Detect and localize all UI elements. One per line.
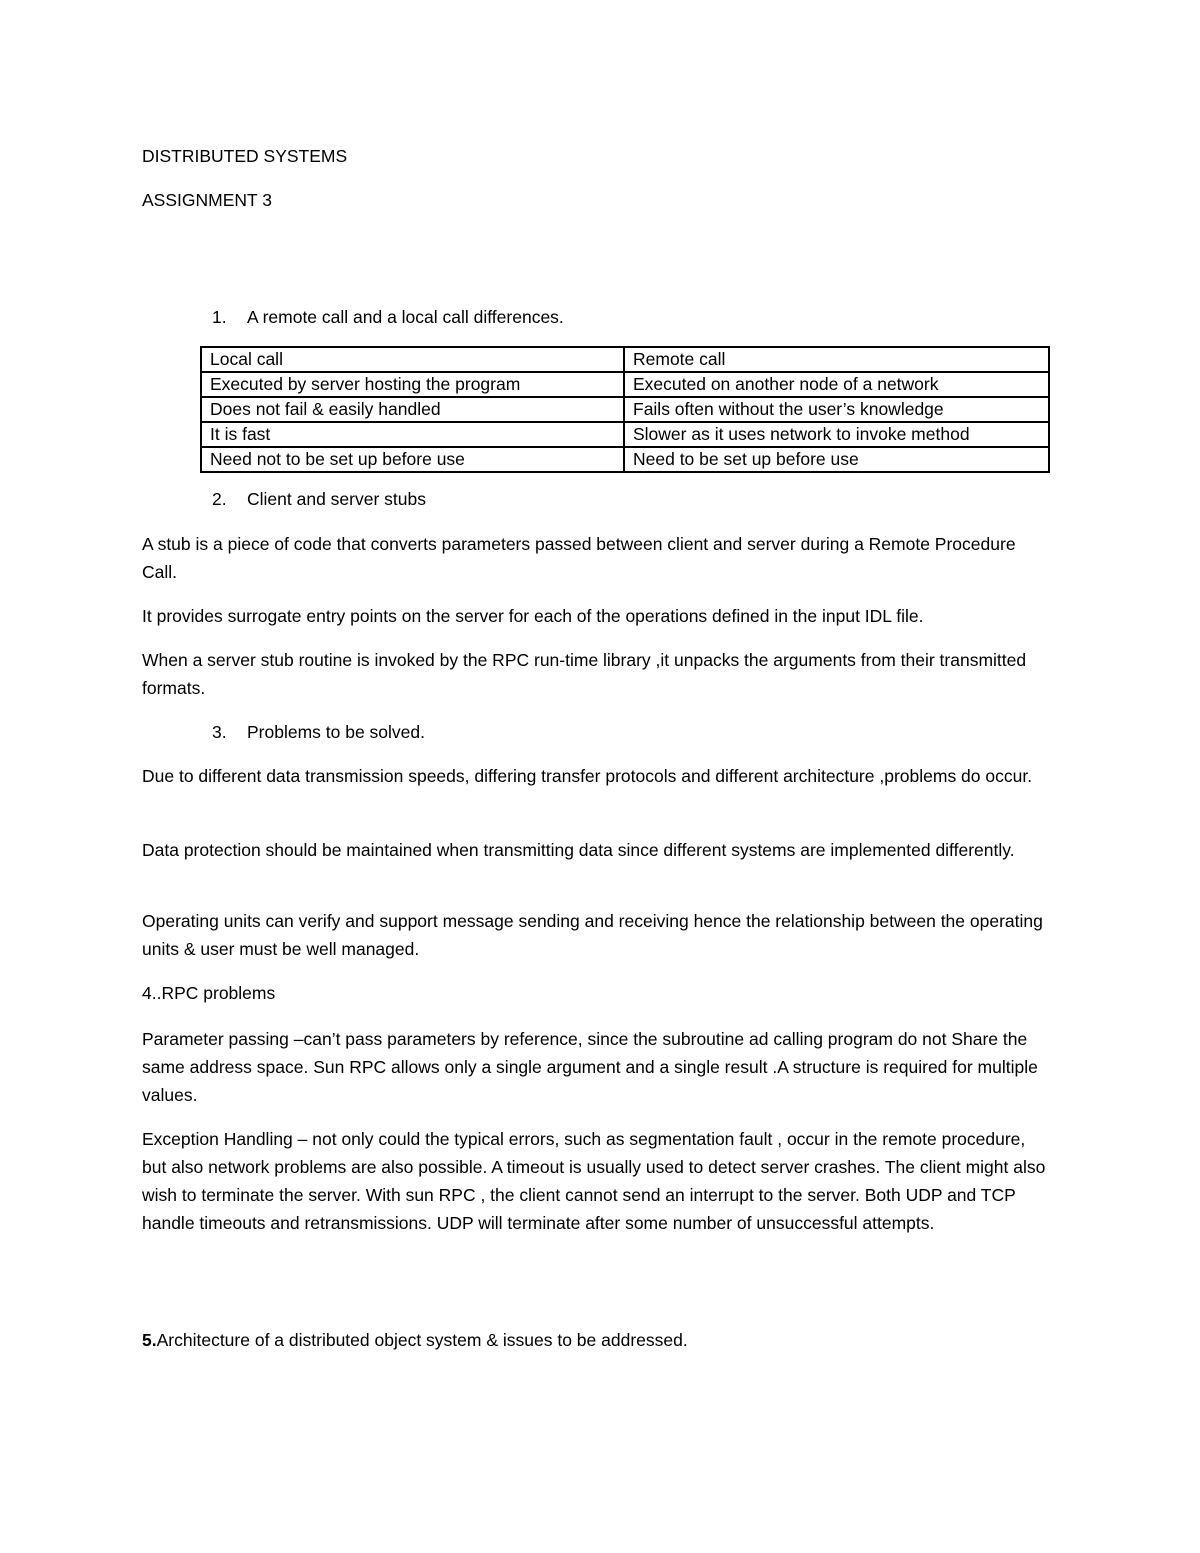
table-cell: Executed by server hosting the program bbox=[201, 372, 624, 397]
table-row bbox=[201, 397, 1049, 422]
q5-number: 5. bbox=[142, 1330, 157, 1350]
q4-paragraph: Exception Handling – not only could the typical errors, such as segmentation fault , occur in the remote procedure, but also network problems are also possible. A timeout is usually used to detect server crashes. The client might also wish to terminate the server. With sun RPC , the client cannot send an interrupt to the server. Both UDP and TCP handle timeouts and retransmissions. UDP will terminate after some number of unsuccessful attempts. bbox=[142, 1129, 1046, 1233]
q4-heading: 4..RPC problems bbox=[142, 983, 276, 1003]
course-title: DISTRIBUTED SYSTEMS bbox=[142, 146, 348, 166]
q2-heading: Client and server stubs bbox=[247, 489, 426, 509]
call-differences-table bbox=[200, 346, 1050, 473]
q3-paragraph: Data protection should be maintained when transmitting data since different systems are implemented differently. bbox=[142, 840, 1015, 860]
table-row bbox=[201, 422, 1049, 447]
q3-number: 3. bbox=[212, 722, 227, 742]
table-cell: It is fast bbox=[201, 422, 624, 447]
table-cell: Fails often without the user’s knowledge bbox=[624, 397, 1049, 422]
q3-paragraph: Due to different data transmission speeds, differing transfer protocols and different architecture ,problems do occur. bbox=[142, 766, 1033, 786]
table-cell: Remote call bbox=[624, 347, 1049, 372]
assignment-title: ASSIGNMENT 3 bbox=[142, 190, 272, 210]
table-row bbox=[201, 447, 1049, 472]
q1-number: 1. bbox=[212, 307, 227, 327]
q3-heading: Problems to be solved. bbox=[247, 722, 426, 742]
table-row bbox=[201, 372, 1049, 397]
q2-paragraph: When a server stub routine is invoked by the RPC run-time library ,it unpacks the arguments from their transmitted formats. bbox=[142, 650, 1027, 698]
q3-paragraph: Operating units can verify and support message sending and receiving hence the relationship between the operating units & user must be well managed. bbox=[142, 911, 1043, 959]
q1-heading: A remote call and a local call differences. bbox=[247, 307, 564, 327]
q5-title: Architecture of a distributed object system & issues to be addressed. bbox=[156, 1330, 688, 1350]
q5-heading bbox=[142, 1329, 688, 1351]
table-cell: Slower as it uses network to invoke method bbox=[624, 422, 1049, 447]
q2-paragraph: A stub is a piece of code that converts parameters passed between client and server during a Remote Procedure Call. bbox=[142, 534, 1016, 582]
q2-paragraph: It provides surrogate entry points on the server for each of the operations defined in the input IDL file. bbox=[142, 606, 924, 626]
table-cell: Executed on another node of a network bbox=[624, 372, 1049, 397]
table-cell: Local call bbox=[201, 347, 624, 372]
table-cell: Does not fail & easily handled bbox=[201, 397, 624, 422]
q4-paragraph: Parameter passing –can’t pass parameters by reference, since the subroutine ad calling program do not Share the same address space. Sun RPC allows only a single argument and a single result .A structure is required for multiple values. bbox=[142, 1029, 1038, 1105]
table-cell: Need to be set up before use bbox=[624, 447, 1049, 472]
table-cell: Need not to be set up before use bbox=[201, 447, 624, 472]
q2-number: 2. bbox=[212, 489, 227, 509]
table-row bbox=[201, 347, 1049, 372]
